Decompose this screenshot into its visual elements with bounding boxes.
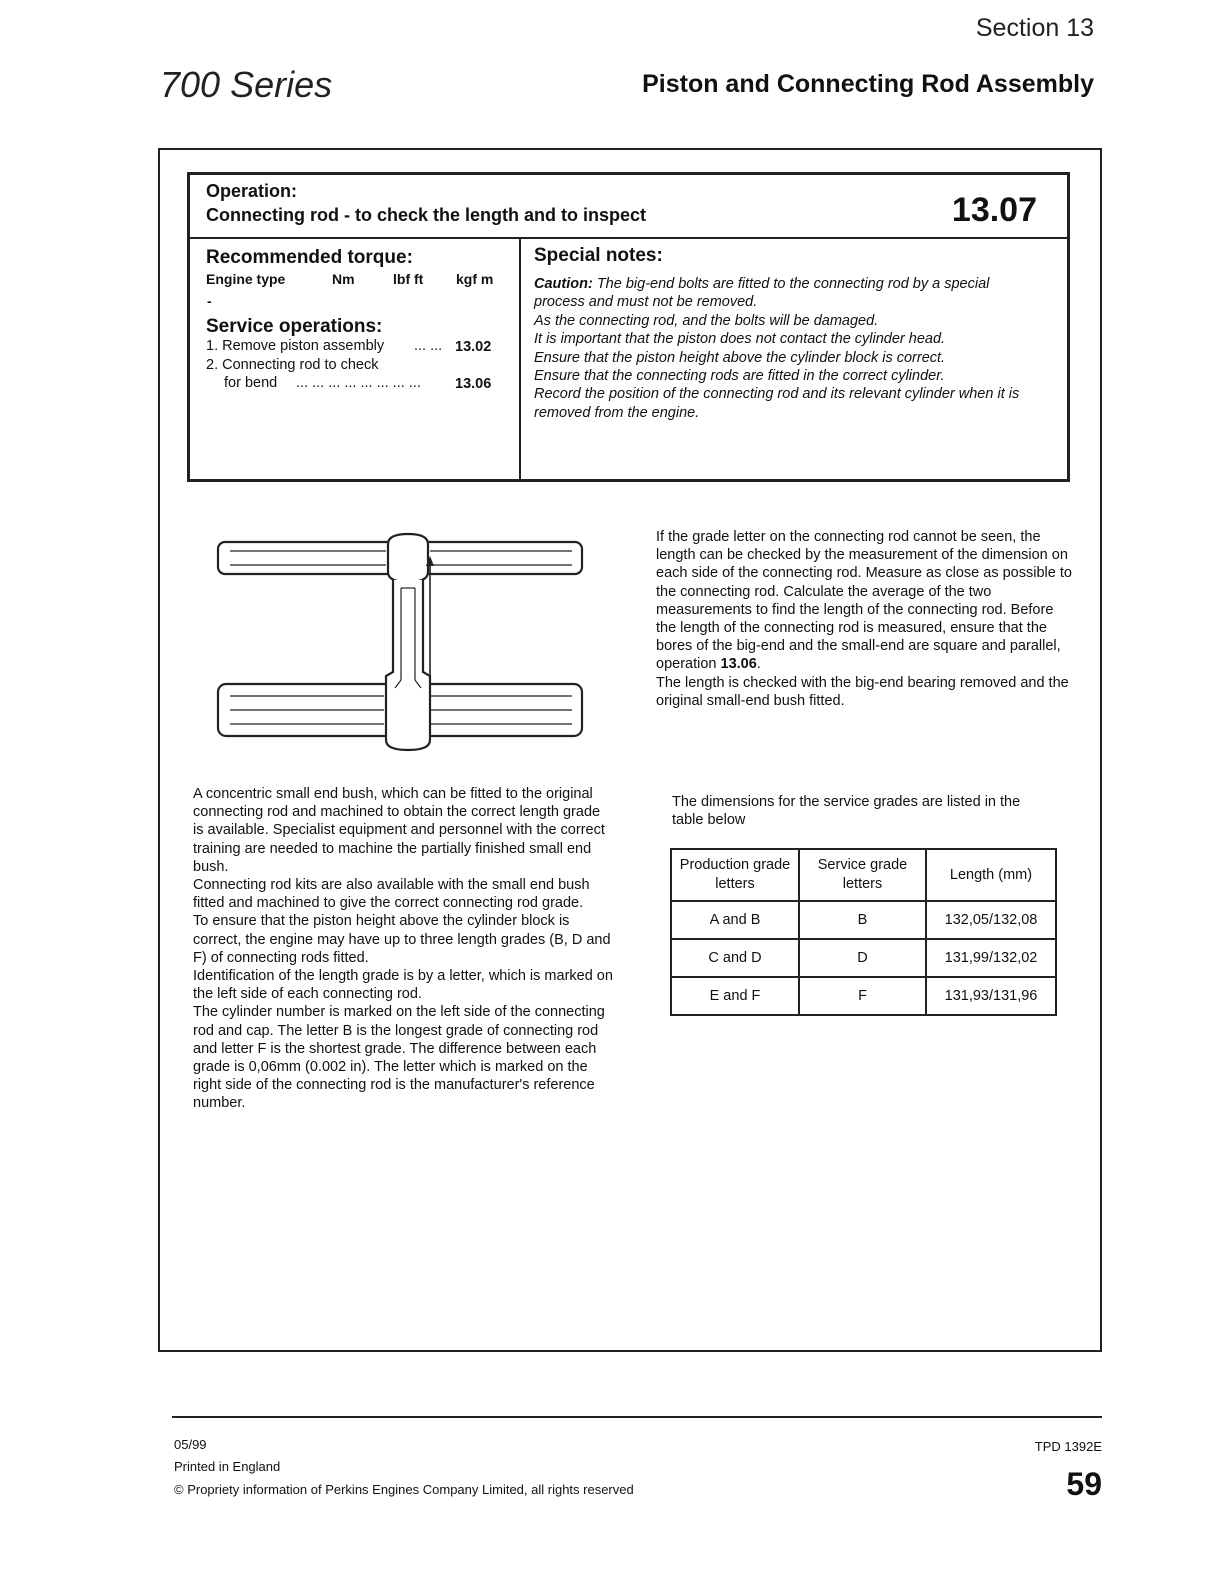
note-line: Record the position of the connecting rod and its relevant cylinder when it is removed from the engine.: [534, 386, 1020, 421]
torque-col-engine-type: Engine type: [206, 271, 286, 287]
torque-col-lbfft: lbf ft: [393, 271, 424, 287]
table-cell: B: [799, 901, 926, 939]
torque-col-nm: Nm: [332, 271, 355, 287]
operation-description: Connecting rod - to check the length and to inspect: [206, 205, 647, 225]
operation-box: [187, 172, 1070, 482]
table-row: [671, 901, 1056, 939]
column-divider: [519, 239, 521, 479]
right-paragraph-1: [656, 528, 1076, 674]
connecting-rod-diagram: [210, 530, 595, 755]
table-cell: E and F: [671, 977, 799, 1015]
operation-ref: 13.06: [720, 656, 757, 673]
caution-label: Caution:: [534, 276, 593, 292]
note-line: Ensure that the piston height above the cylinder block is correct.: [534, 349, 946, 366]
rod-shank: [386, 580, 430, 750]
table-cell: C and D: [671, 939, 799, 977]
service-op-1-dots: ... ...: [414, 338, 443, 354]
table-row: [671, 939, 1056, 977]
operation-header: [190, 175, 1067, 239]
special-notes: [534, 275, 1044, 422]
table-header: Service grade letters: [799, 849, 926, 901]
torque-placeholder: -: [207, 293, 212, 309]
left-paragraph-3: To ensure that the piston height above the cylinder block is correct, the engine may have up to three length grades (B, D and F) of connecting rods fitted.: [193, 913, 611, 966]
left-paragraph-5: The cylinder number is marked on the left side of the connecting rod and cap. The letter B is the longest grade of connecting rod and letter F is the shortest grade. The difference between each grade is 0,06mm (0.002 in). The letter which is marked on the right side of the connecting rod is the manufacturer's reference number.: [193, 1004, 605, 1112]
service-op-2-dots: ... ... ... ... ... ... ... ...: [296, 375, 421, 391]
left-paragraph-4: Identification of the length grade is by a letter, which is marked on the left side of each connecting rod.: [193, 968, 613, 1003]
right-column-text: [656, 528, 1076, 710]
service-op-1-text: 1. Remove piston assembly: [206, 338, 385, 354]
note-line: It is important that the piston does not contact the cylinder head.: [534, 331, 946, 348]
table-cell: D: [799, 939, 926, 977]
table-row: [671, 977, 1056, 1015]
torque-col-kgfm: kgf m: [456, 271, 494, 287]
left-column-text: [193, 785, 613, 1113]
service-op-1-ref: 13.02: [455, 339, 492, 355]
table-cell: 132,05/132,08: [926, 901, 1056, 939]
table-cell: A and B: [671, 901, 799, 939]
page-title: Piston and Connecting Rod Assembly: [642, 70, 1094, 98]
table-header: Production grade letters: [671, 849, 799, 901]
caution-note: [534, 275, 1044, 312]
left-paragraph-2: Connecting rod kits are also available with the small end bush fitted and machined to give the correct connecting rod grade.: [193, 877, 590, 912]
table-cell: 131,93/131,96: [926, 977, 1056, 1015]
page-number: 59: [1066, 1466, 1102, 1502]
service-operations-title: Service operations:: [206, 316, 383, 337]
small-end: [388, 534, 428, 582]
caution-text: The big-end bolts are fitted to the connecting rod by a special process and must not be removed.: [534, 276, 990, 311]
right-paragraph-2: The length is checked with the big-end bearing removed and the original small-end bush fitted.: [656, 674, 1069, 709]
right-paragraph-1-end: .: [756, 656, 761, 673]
grade-table: [670, 848, 1057, 1016]
service-op-2-ref: 13.06: [455, 376, 492, 392]
operation-number: 13.07: [951, 191, 1037, 229]
footer-printed: Printed in England: [174, 1459, 281, 1474]
service-op-2-text: 2. Connecting rod to check: [206, 357, 379, 373]
table-cell: F: [799, 977, 926, 1015]
footer-date: 05/99: [174, 1437, 207, 1452]
special-notes-title: Special notes:: [534, 245, 663, 266]
table-cell: 131,99/132,02: [926, 939, 1056, 977]
table-header-row: [671, 849, 1056, 901]
left-paragraph-1: A concentric small end bush, which can be fitted to the original connecting rod and machined to obtain the correct length grade is available. Specialist equipment and personnel with the correct training are needed to machine the partially finished small end bush.: [193, 786, 605, 875]
footer-rule: [172, 1416, 1102, 1418]
torque-title: Recommended torque:: [206, 247, 413, 268]
right-paragraph-1-text: If the grade letter on the connecting rod cannot be seen, the length can be checked by the measurement of the dimension on each side of the connecting rod. Measure as close as possible to the connecting rod. Calculate the average of the two measurements to find the length of the connecting rod. Before the length of the connecting rod is measured, ensure that the bores of the big-end and the small-end are square and parallel, operation: [656, 529, 1072, 673]
table-header: Length (mm): [926, 849, 1056, 901]
note-line: As the connecting rod, and the bolts will be damaged.: [534, 312, 879, 329]
footer-copyright: © Propriety information of Perkins Engines Company Limited, all rights reserved: [174, 1482, 634, 1497]
note-line: Ensure that the connecting rods are fitted in the correct cylinder.: [534, 368, 945, 385]
operation-label: Operation:: [206, 181, 298, 201]
table-intro: The dimensions for the service grades are listed in the table below: [672, 794, 1021, 829]
footer-doc-ref: TPD 1392E: [1034, 1439, 1102, 1454]
series-title: 700 Series: [160, 64, 333, 105]
section-label: Section 13: [975, 14, 1094, 42]
service-op-2-text-cont: for bend: [224, 375, 278, 391]
